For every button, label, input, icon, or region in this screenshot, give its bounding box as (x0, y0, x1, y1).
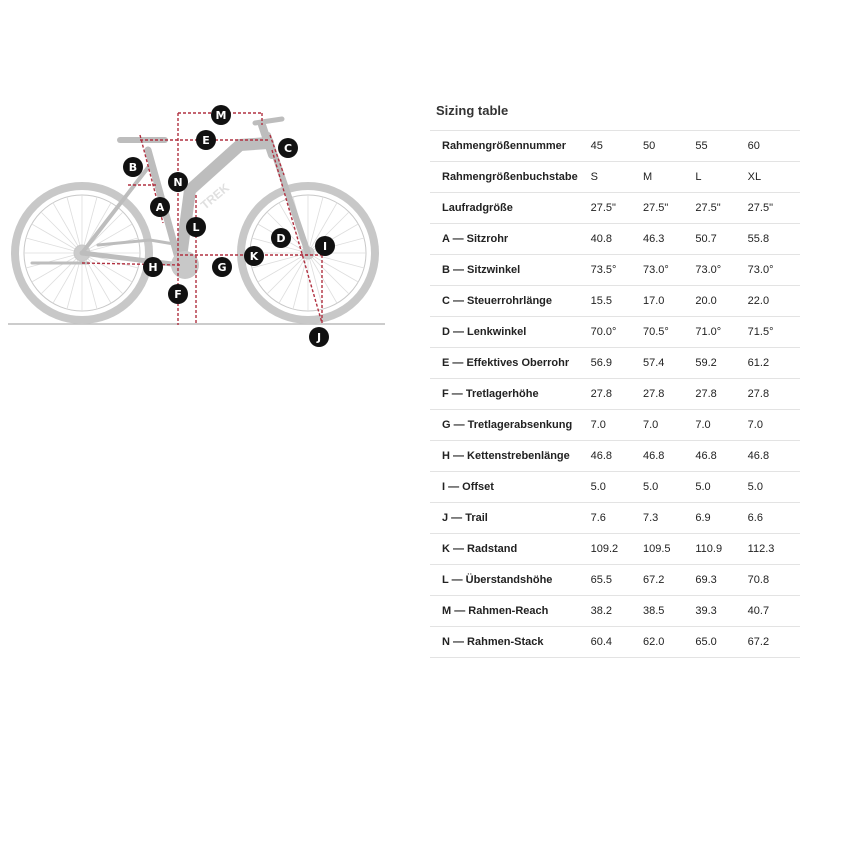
marker-n (168, 172, 188, 192)
table-row (430, 286, 800, 317)
table-row (430, 472, 800, 503)
table-row (430, 224, 800, 255)
row-value: 112.3 (748, 534, 800, 565)
marker-b (123, 157, 143, 177)
row-label: K — Radstand (430, 534, 591, 565)
sizing-table-section (430, 102, 800, 658)
row-value: 5.0 (591, 472, 643, 503)
row-label: C — Steuerrohrlänge (430, 286, 591, 317)
row-value: 109.5 (643, 534, 695, 565)
row-value: 20.0 (695, 286, 747, 317)
row-value: XL (748, 162, 800, 193)
row-value: 46.8 (591, 441, 643, 472)
row-value: 60.4 (591, 627, 643, 658)
marker-m (211, 105, 231, 125)
row-value: 38.2 (591, 596, 643, 627)
row-label: H — Kettenstrebenlänge (430, 441, 591, 472)
bike-illustration (0, 95, 400, 355)
svg-text:A: A (155, 201, 165, 214)
row-label: G — Tretlagerabsenkung (430, 410, 591, 441)
row-value: 6.6 (748, 503, 800, 534)
row-value: S (591, 162, 643, 193)
svg-text:C: C (283, 142, 293, 155)
row-value: 39.3 (695, 596, 747, 627)
row-value: 38.5 (643, 596, 695, 627)
row-value: 46.8 (748, 441, 800, 472)
row-label: J — Trail (430, 503, 591, 534)
marker-e (196, 130, 216, 150)
marker-l (186, 217, 206, 237)
table-row (430, 131, 800, 162)
svg-text:L: L (192, 221, 200, 234)
row-value: 7.0 (591, 410, 643, 441)
svg-text:K: K (249, 250, 259, 263)
svg-text:E: E (202, 134, 210, 147)
row-value: 73.0° (643, 255, 695, 286)
marker-j (309, 327, 329, 347)
row-value: 27.5" (643, 193, 695, 224)
row-label: N — Rahmen-Stack (430, 627, 591, 658)
svg-text:F: F (174, 288, 182, 301)
row-label: M — Rahmen-Reach (430, 596, 591, 627)
row-value: 71.0° (695, 317, 747, 348)
marker-c (278, 138, 298, 158)
row-value: 27.8 (695, 379, 747, 410)
row-label: Rahmengrößennummer (430, 131, 591, 162)
row-value: 57.4 (643, 348, 695, 379)
row-value: 61.2 (748, 348, 800, 379)
row-value: 59.2 (695, 348, 747, 379)
row-value: 6.9 (695, 503, 747, 534)
table-title: Sizing table (436, 103, 509, 118)
row-value: 27.5" (748, 193, 800, 224)
table-row (430, 162, 800, 193)
row-value: 7.6 (591, 503, 643, 534)
row-value: 60 (748, 131, 800, 162)
row-value: 69.3 (695, 565, 747, 596)
row-value: M (643, 162, 695, 193)
row-value: 55 (695, 131, 747, 162)
row-label: L — Überstandshöhe (430, 565, 591, 596)
row-label: B — Sitzwinkel (430, 255, 591, 286)
table-row (430, 441, 800, 472)
row-value: 5.0 (748, 472, 800, 503)
row-label: A — Sitzrohr (430, 224, 591, 255)
row-value: 67.2 (643, 565, 695, 596)
row-value: 109.2 (591, 534, 643, 565)
row-value: 50.7 (695, 224, 747, 255)
row-value: 65.5 (591, 565, 643, 596)
marker-g (212, 257, 232, 277)
row-value: 7.0 (695, 410, 747, 441)
table-row (430, 379, 800, 410)
table-row (430, 317, 800, 348)
row-value: 62.0 (643, 627, 695, 658)
row-value: 27.8 (748, 379, 800, 410)
table-row (430, 596, 800, 627)
svg-text:I: I (322, 240, 328, 253)
row-value: 70.8 (748, 565, 800, 596)
table-row (430, 503, 800, 534)
row-value: 70.5° (643, 317, 695, 348)
svg-text:H: H (148, 261, 158, 274)
row-value: 70.0° (591, 317, 643, 348)
row-value: 55.8 (748, 224, 800, 255)
table-row (430, 565, 800, 596)
row-value: 17.0 (643, 286, 695, 317)
row-label: D — Lenkwinkel (430, 317, 591, 348)
row-value: 27.5" (695, 193, 747, 224)
marker-h (143, 257, 163, 277)
table-row (430, 255, 800, 286)
row-value: 15.5 (591, 286, 643, 317)
svg-text:N: N (173, 176, 183, 189)
row-value: 27.5" (591, 193, 643, 224)
table-row (430, 193, 800, 224)
row-value: 27.8 (591, 379, 643, 410)
marker-k (244, 246, 264, 266)
row-value: 5.0 (643, 472, 695, 503)
row-value: 71.5° (748, 317, 800, 348)
row-value: 5.0 (695, 472, 747, 503)
row-value: 7.0 (643, 410, 695, 441)
row-label: F — Tretlagerhöhe (430, 379, 591, 410)
row-value: 73.0° (748, 255, 800, 286)
table-row (430, 410, 800, 441)
marker-a (150, 197, 170, 217)
row-value: 73.0° (695, 255, 747, 286)
row-value: 40.8 (591, 224, 643, 255)
row-value: 7.0 (748, 410, 800, 441)
svg-text:J: J (316, 331, 322, 344)
row-value: 27.8 (643, 379, 695, 410)
row-value: 22.0 (748, 286, 800, 317)
row-label: Rahmengrößenbuchstabe (430, 162, 591, 193)
marker-d (271, 228, 291, 248)
row-value: 7.3 (643, 503, 695, 534)
table-row (430, 627, 800, 658)
brand-logo: TREK (197, 180, 232, 213)
row-value: 46.8 (695, 441, 747, 472)
row-label: E — Effektives Oberrohr (430, 348, 591, 379)
svg-text:G: G (217, 261, 227, 274)
row-value: 65.0 (695, 627, 747, 658)
row-value: L (695, 162, 747, 193)
sizing-table (430, 130, 800, 658)
table-row (430, 348, 800, 379)
row-value: 46.3 (643, 224, 695, 255)
row-value: 40.7 (748, 596, 800, 627)
row-label: I — Offset (430, 472, 591, 503)
bike-geometry-diagram (0, 95, 400, 355)
row-value: 45 (591, 131, 643, 162)
row-value: 56.9 (591, 348, 643, 379)
svg-text:D: D (276, 232, 286, 245)
svg-text:B: B (128, 161, 138, 174)
svg-text:M: M (215, 109, 227, 122)
row-value: 73.5° (591, 255, 643, 286)
marker-f (168, 284, 188, 304)
marker-i (315, 236, 335, 256)
row-value: 67.2 (748, 627, 800, 658)
row-value: 46.8 (643, 441, 695, 472)
table-row (430, 534, 800, 565)
row-label: Laufradgröße (430, 193, 591, 224)
row-value: 50 (643, 131, 695, 162)
row-value: 110.9 (695, 534, 747, 565)
